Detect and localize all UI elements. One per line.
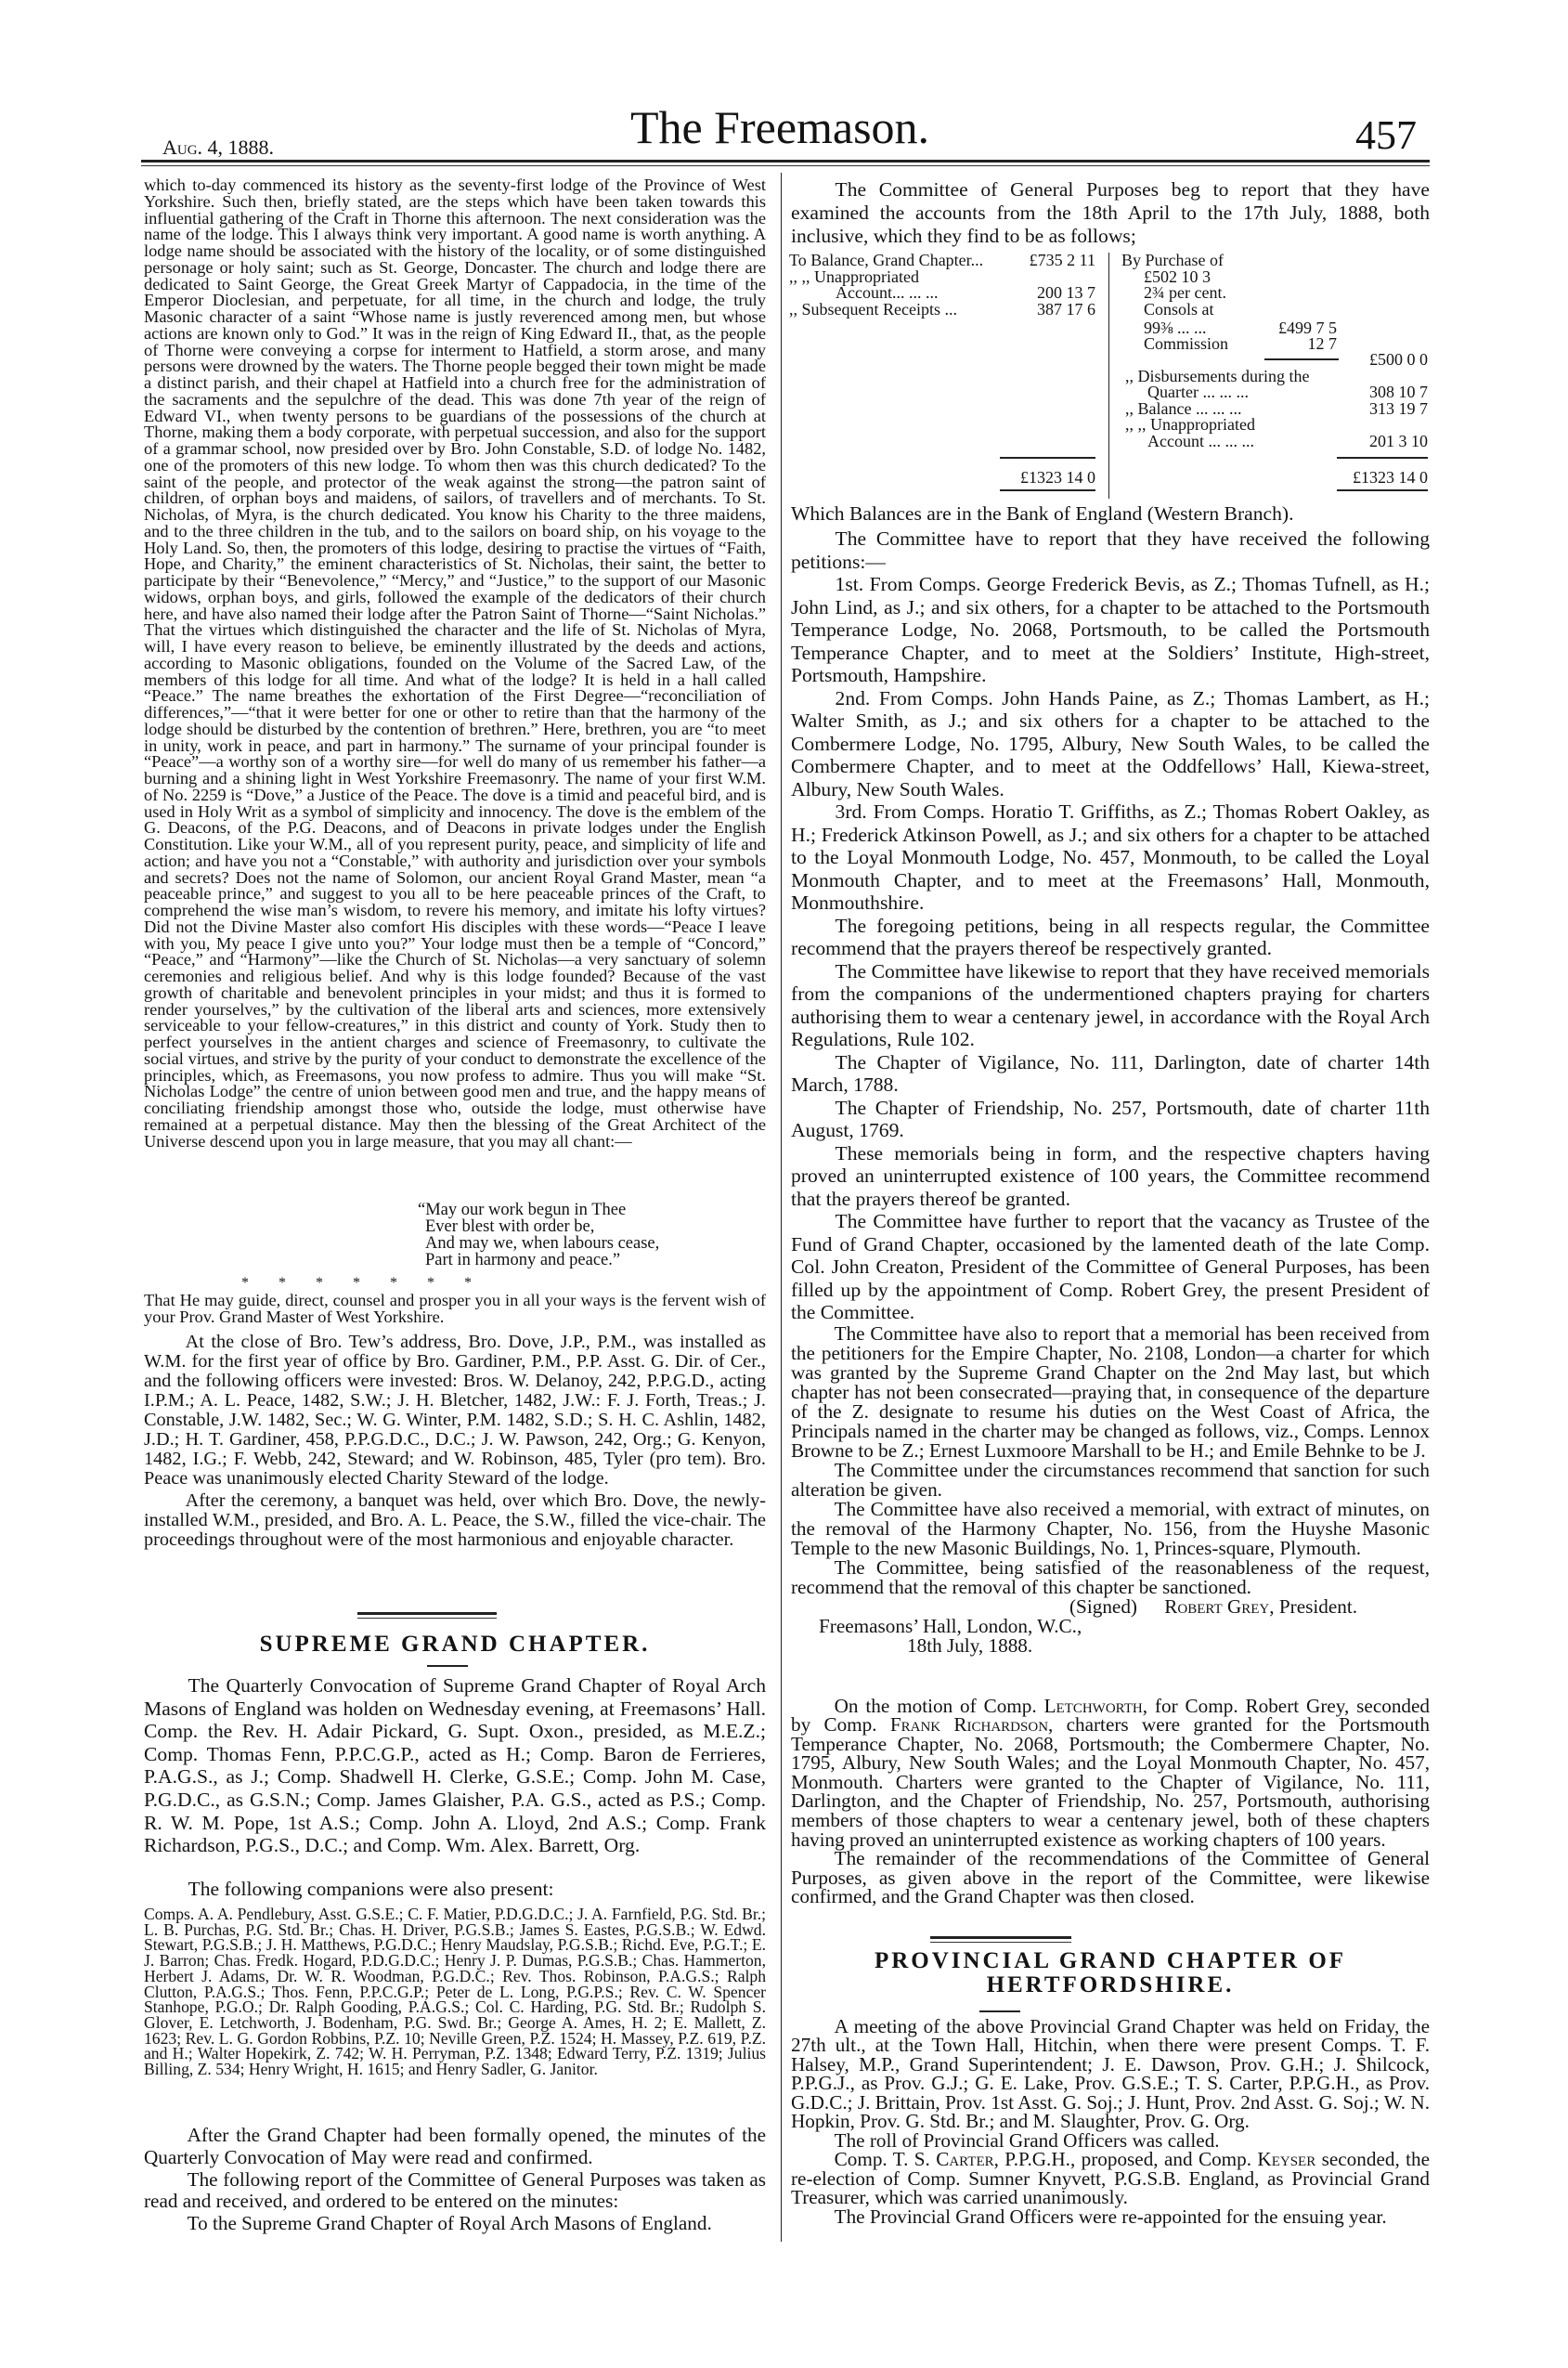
section-rule [930,1936,1071,1943]
credit-label: ,, ,, Unappropriated [1125,415,1255,434]
opened-paragraph: After the Grand Chapter had been formally opened, the minutes of the Quarterly Convocation of May were read and confirmed. [144,2124,766,2168]
report-paragraph: The Chapter of Friendship, No. 257, Portsmouth, date of charter 11th August, 1769. [791,1096,1430,1141]
mover-name: Letchworth [1043,1694,1143,1717]
election-text: , P.P.G.H., proposed, and Comp. [993,2148,1258,2170]
column-divider [781,173,782,2242]
installation-paragraph: At the close of Bro. Tew’s address, Bro. Dove, J.P., P.M., was installed as W.M. for the first year of office by Bro. Gardiner, P.M., P.P. Asst. G. Dir. of Cer., and the following officers were invested: Bros. W. Delanoy, 242, P.P.G.D., acting I.P.M.; A. L. Peace, 1482, S.W.; J. H. Bletcher, 1482, J.W.: F. J. Forth, Treas.; J. Constable, J.W. 1482, Sec.; W. G. Winter, P.M. 1482, S.D.; S. H. C. Ashlin, 1482, J.D.; H. T. Gardiner, 458, P.P.G.D.C., D.C.; J. W. Pawson, 242, Org.; G. Kenyon, 1482, I.G.; F. Webb, 242, Steward; and W. Robinson, 485, Tyler (pro tem). Bro. Peace was unanimously elected Charity Steward of the lodge. [144,1332,766,1489]
report-paragraph: The Committee have also to report that a memorial has been received from the petitioners for the Empire Chapter, No. 2108, London—a charter for which was granted by the Supreme Grand Chapter on the 2nd May last, but which chapter has not been consecrated—praying that, in consequence of the departure of the Z. designate to resume his duties on the West Coast of Africa, the Principals named in the charter may be changed as follows, viz., Comps. Lennox Browne to be Z.; Ernest Luxmoore Marshall to be H.; and Emile Behnke to be J. [791,1321,1430,1462]
heading-rule [427,1665,468,1667]
address-text: which to-day commenced its history as the seventy-first lodge of the Province of West Yorkshire. Such then, briefly stated, are the steps which have been taken towards this influential gathering of the Craft in Thorne this afternoon. The next consideration was the name of the lodge. This I always think very important. A good name is worth anything. A lodge name should be associated with the history of the locality, or of some distinguished personage or holy saint; such as St. George, Doncaster. The church and lodge there are dedicated to Saint George, the Great Greek Martyr of Cappadocia, in the time of the Emperor Dioclesian, and perpetuate, for all time, in the church and lodge, the truly Masonic character of a saint “Whose name is justly reverenced among men, but whose actions are known only to God.” It was in the reign of King Edward II., that, as the people of Thorne were conveying a corpse for interment to Hatfield, a storm arose, and many persons were drowned by the waters. The Thorne people begged their town might be made a distinct parish, and their chapel at Hatfield into a church free for the administration of the sacraments and the sepulchre of the dead. This was done 7th year of the reign of Edward VI., when twenty persons to be guardians of the possessions of the church at Thorne, making them a body corporate, with perpetual succession, and also for the support of a grammar school, now presided over by Bro. John Constable, S.D. of lodge No. 1482, one of the promoters of this new lodge. To whom then was this church dedicated? To the saint of the people, and protector of the weak against the strong—the patron saint of children, of orphan boys and maidens, of sailors, of travellers and of merchants. To St. Nicholas, of Myra, is the church dedicated. You know his Charity to the three maidens, and to the three children in the tub, and to the sailors on board ship, on his voyage to the Holy Land. So, then, the promoters of this lodge, desiring to practise the virtues of “Faith, Hope, and Charity,” the eminent characteristics of St. Nicholas, their saint, the better to participate by their “Benevolence,” “Mercy,” and “Justice,” to the support of our Masonic widows, orphan boys, and girls, followed the example of the dedicators of their church here, and have also named their lodge after the Patron Saint of Thorne—“Saint Nicholas.” That the virtues which distinguished the character and the life of St. Nicholas of Myra, will, I have every reason to believe, be eminently illustrated by the deeds and actions, according to Masonic obligations, founded on the Volume of the Sacred Law, of the members of this lodge for all time. And what of the lodge? It is held in a hall called “Peace.” The name breathes the exhortation of the First Degree—“reconciliation of differences,”—“that it were better for one or other to retire than that the harmony of the lodge should be disturbed by the contention of brethren.” Here, brethren, you are “to meet in unity, work in peace, and part in harmony.” The surname of your principal founder is “Peace”—a worthy son of a worthy sire—for well do many of us remember his father—a burning and a shining light in West Yorkshire Freemasonry. The name of your first W.M. of No. 2259 is “Dove,” a Justice of the Peace. The dove is a timid and peaceful bird, and is used in Holy Writ as a symbol of simplicity and innocency. The dove is the emblem of the G. Deacons, of the P.G. Deacons, and of Deacons in private lodges under the English Constitution. Like your W.M., all of you represent purity, peace, and simplicity of life and action; and have you not a “Constable,” with authority and jurisdiction over your symbols and secrets? Does not the name of Solomon, our ancient Royal Grand Master, mean “a peaceable prince,” and suggest to you all to be here peaceable princes of the Craft, to comprehend the wise man’s wisdom, to revere his memory, and imitate his lofty virtues? Did not the Divine Master also comfort His disciples with these words—“Peace I leave with you, My peace I give unto you?” Your lodge must then be a temple of “Concord,” “Peace,” and “Harmony”—like the Church of St. Nicholas—a very sanctuary of solemn ceremonies and religious belief. And why is this lodge founded? Because of the vast growth of charitable and benevolent principles in your midst; and thus it is formed to render yourselves,” by the cultivation of the liberal arts and sciences, more extensively serviceable to your fellow-creatures,” in this district and county of York. Study then to perfect yourselves in the antient charges and science of Freemasonry, to cultivate the social virtues, and strive by the purity of your conduct to demonstrate the excellence of the principles, which, as Freemasons, you now profess to admire. Thus you will make “St. Nicholas Lodge” the centre of union between good men and true, and the happy means of conciliating friendship amongst those who, outside the lodge, must otherwise have remained at a perpetual distance. May then the blessing of the Great Architect of the Universe descend upon you in large measure, that you may all chant:— [144,176,766,1151]
petition-paragraph: 3rd. From Comps. Horatio T. Griffiths, as Z.; Thomas Robert Oakley, as H.; Frederick Atkinson Powell, as J.; and six others for a chapter to be attached to the Loyal Monmouth Lodge, No. 457, Monmouth, to be called the Loyal Monmouth Chapter, and to meet at the Freemasons’ Hall, Monmouth, Monmouthshire. [791,800,1430,914]
poem-line: Part in harmony and peace.” [425,1251,621,1269]
companions-intro: The following companions were also present: [188,1878,554,1900]
signature-line [791,1594,1430,1618]
purchase-total: £500 0 0 [1369,350,1428,369]
poem-line: Ever blest with order be, [425,1217,595,1236]
credit-label: ,, Disbursements during the [1125,367,1310,385]
credit-label: By Purchase of [1121,251,1224,269]
report-paragraph: The Committee have likewise to report that they have received memorials from the companions of the undermentioned chapters praying for charters authorising them to wear a centenary jewel, in accordance with the Royal Arch Regulations, Rule 102. [791,959,1430,1050]
credit-label: ,, Balance ... ... ... [1125,399,1242,418]
report-paragraph: The Committee have to report that they have received the following petitions:— [791,527,1430,573]
accounts-divider [1108,253,1109,499]
credit-total: £1323 14 0 [1353,468,1428,487]
poem-line: And may we, when labours cease, [425,1234,660,1253]
petition-paragraph: 1st. From Comps. George Frederick Bevis, as Z.; Thomas Tufnell, as H.; John Lind, as J.; and six others, for a chapter to be attached to the Portsmouth Temperance Lodge, No. 2068, Portsmouth, to be called the Portsmouth Temperance Chapter, and to meet at the Soldiers’ Institute, High-street, Portsmouth, Hampshire. [791,573,1430,686]
total-rule [1000,489,1095,491]
supreme-grand-chapter-heading: SUPREME GRAND CHAPTER. [259,1632,651,1657]
report-paragraph: The Committee have also received a memorial, with extract of minutes, on the removal of the Harmony Chapter, No. 156, from the Huyshe Masonic Temple to the new Masonic Buildings, No. 1, Princes-square, Plymouth. [791,1497,1430,1559]
petitions-section [791,527,1430,1324]
motion-text: , charters were granted for the Portsmouth Temperance Chapter, No. 2068, Portsmouth; the Combermere Chapter, No. 1795, Albury, New South Wales; and the Loyal Monmouth Chapter, No. 457, Monmouth. Charters were granted to the Chapter of Vigilance, No. 111, Darlington, and the Chapter of Friendship, No. 257, Portsmouth, authorising members of those chapters to wear a centenary jewel, both of these chapters having proved an uninterrupted existence as working chapters of 100 years. [791,1713,1430,1851]
provincial-heading-line1: PROVINCIAL GRAND CHAPTER OF [874,1947,1347,1973]
credit-line: 99⅜ ... ... [1144,319,1207,337]
credit-line: 2¾ per cent. [1144,283,1226,302]
asterism-divider: * * * * * * * [241,1275,472,1291]
motion-paragraph [791,1694,1431,1851]
election-text: seconded, the re-election of Comp. Sumner Knyvett, P.G.S.B. England, as Provincial Grand Treasurer, which was carried unanimously. [791,2148,1430,2208]
remainder-paragraph: The remainder of the recommendations of the Committee of General Purposes, as given above in the report of the Committee, were likewise confirmed, and the Grand Chapter was then closed. [791,1847,1430,1908]
report-paragraph: The foregoing petitions, being in all respects regular, the Committee recommend that the prayers thereof be respectively granted. [791,914,1430,959]
commission-amount: 12 7 [1307,334,1337,353]
report-paragraph: The Committee under the circumstances recommend that sanction for such alteration be given. [791,1458,1430,1501]
proposer-name: Carter [936,2148,994,2170]
heading-rule-wrap [144,1665,766,1674]
debit-label: ,, Subsequent Receipts ... [789,300,957,319]
meeting-paragraph: A meeting of the above Provincial Grand Chapter was held on Friday, the 27th ult., at the Town Hall, Hitchin, when there were present Comps. T. F. Halsey, M.P., Grand Superintendent; J. E. Dawson, Prov. G.H.; J. Shilcock, P.P.G.J., as Prov. G.J.; G. E. Lake, Prov. G.S.E.; T. S. Carter, P.P.G.H., as Prov. G.D.C.; J. Brittain, Prov. 1st Asst. G. Soj.; J. Hunt, Prov. 2nd Asst. G. Soj.; W. N. Hopkin, Prov. G. Std. Br.; and M. Slaughter, Prov. G. Org. [791,2014,1430,2132]
section-rule [357,1612,497,1619]
credit-line: £502 10 3 [1144,267,1211,286]
report-paragraph: The Chapter of Vigilance, No. 111, Darlington, date of charter 14th March, 1788. [791,1050,1430,1096]
seconder-name: Keyser [1257,2148,1316,2170]
right-column [791,178,1430,2226]
report-paragraph: These memorials being in form, and the respective chapters having proved an uninterrupted existence of 100 years, the Committee recommend that the prayers thereof be granted. [791,1141,1430,1210]
report-place: Freemasons’ Hall, London, W.C., [819,1614,1082,1637]
debit-label: To Balance, Grand Chapter... [789,251,984,269]
debit-amount: 200 13 7 [1037,283,1095,302]
seconder-name: Frank Richardson [889,1713,1049,1737]
memorials-section [791,1321,1430,1697]
signatory-name: Robert Grey [1164,1594,1270,1618]
closing-wish: That He may guide, direct, counsel and prosper you in all your ways is the fervent wish of your Prov. Grand Master of West Yorkshire. [144,1291,766,1326]
debit-total: £1323 14 0 [1020,468,1095,487]
heading-rule [979,2010,1020,2012]
hertfordshire-section [791,2014,1430,2228]
credit-label: Quarter ... ... ... [1147,383,1249,401]
debit-amount: £735 2 11 [1029,251,1095,269]
convocation-paragraph: The Quarterly Convocation of Supreme Grand Chapter of Royal Arch Masons of England was holden on Wednesday evening, at Freemasons’ Hall. Comp. the Rev. H. Adair Pickard, G. Supt. Oxon., presided, as M.E.Z.; Comp. Thomas Fenn, P.P.C.G.P., acted as H.; Comp. Baron de Ferrieres, P.A.G.S., as J.; Comp. Shadwell H. Clerke, G.S.E.; Comp. John M. Case, P.G.D.C., as G.S.N.; Comp. James Glaisher, P.A. G.S., acted as P.S.; Comp. R. W. M. Pope, 1st A.S.; Comp. John A. Lloyd, 2nd A.S.; Comp. Frank Richardson, P.G.S., D.C.; and Comp. Wm. Alex. Barrett, Org. [144,1674,766,1857]
debit-label: Account... ... ... [836,283,939,302]
report-paragraph: The Committee, being satisfied of the reasonableness of the request, recommend that the removal of this chapter be sanctioned. [791,1555,1430,1598]
section-rule-wrap [791,1936,1430,1949]
minutes-section [144,2125,766,2235]
credit-amount: 308 10 7 [1369,383,1428,401]
poem-line: “May our work begun in Thee [418,1201,627,1219]
installation-section [144,1333,766,1612]
motion-section [791,1694,1431,1936]
accounts-intro: The Committee of General Purposes beg to report that they have examined the accounts from the 18th April to the 17th July, 1888, both inclusive, which they find to be as follows; [791,178,1430,247]
issue-date: Aug. 4, 1888. [162,136,275,159]
report-paragraph: The Committee have further to report that the vacancy as Trustee of the Fund of Grand Chapter, occasioned by the lamented death of the late Comp. Col. John Creaton, President of the Committee of General Purposes, has been filled up by the appointment of Comp. Robert Grey, the present President of the Committee. [791,1210,1430,1323]
accounts-table [791,252,1430,502]
left-column [144,177,766,2235]
signed-label: (Signed) [1069,1594,1137,1618]
companions-list: Comps. A. A. Pendlebury, Asst. G.S.E.; C. F. Matier, P.D.G.D.C.; J. A. Farnfield, P.G. Std. Br.; L. B. Purchas, P.G. Std. Br.; Chas. H. Driver, P.G.S.B.; James S. Eastes, P.G.S.B.; W. Edwd. Stewart, P.G.S.B.; J. H. Matthews, P.G.D.C.; Henry Maudslay, P.G.S.B.; Richd. Eve, P.G.T.; E. J. Barron; Chas. Fredk. Hogard, P.D.G.D.C.; Henry J. P. Dumas, P.G.S.B.; Chas. Hammerton, Herbert J. Adams, Dr. W. R. Woodman, P.G.D.C.; Rev. Thos. Robinson, P.A.G.S.; Ralph Clutton, P.A.G.S.; Thos. Fenn, P.P.C.G.P.; Peter de L. Long, P.G.P.S.; Rev. C. W. Spencer Stanhope, P.G.O.; Dr. Ralph Gooding, P.A.G.S.; Col. C. Harding, P.G. Std. Br.; Rudolph S. Glover, E. Letchworth, J. Bodenham, P.G. Swd. Br.; George A. Ames, H. 2; E. Mallett, Z. 1623; Rev. L. G. Gordon Robbins, P.Z. 10; Neville Green, P.Z. 1524; H. Massey, P.Z. 619, P.Z. and H.; Walter Hopekirk, Z. 742; W. H. Perryman, P.Z. 1348; Edward Terry, P.Z. 1319; Julius Billing, Z. 534; Henry Wright, H. 1615; and Henry Sadler, G. Janitor. [144,1905,766,2079]
election-text: Comp. T. S. [834,2148,937,2170]
credit-line: Consols at [1144,300,1214,319]
addressee-line: To the Supreme Grand Chapter of Royal Arch Masons of England. [187,2212,712,2235]
petition-paragraph: 2nd. From Comps. John Hands Paine, as Z.; Thomas Lambert, as H.; Walter Smith, as J.; and six others for a chapter to be attached to the Combermere Lodge, No. 1795, Albury, New South Wales, to be called the Combermere Chapter, and to meet at the Oddfellows’ Hall, Kiewa-street, Albury, New South Wales. [791,686,1430,800]
motion-text: , for Comp. Robert Grey, seconded by Comp. [791,1694,1431,1737]
report-intro-paragraph: The following report of the Committee of General Purposes was taken as read and received, and ordered to be entered on the minutes: [144,2167,766,2213]
consols-amount: £499 7 5 [1278,319,1337,337]
page-number: 457 [1355,112,1417,158]
balances-note: Which Balances are in the Bank of England (Western Branch). [791,502,1294,525]
total-rule [1337,489,1428,491]
final-paragraph: The Provincial Grand Officers were re-appointed for the ensuing year. [834,2205,1387,2228]
section-rule-wrap [144,1612,766,1633]
poem [144,1202,766,1274]
credit-amount: 201 3 10 [1369,432,1428,450]
total-rule [1337,457,1428,459]
signatory-title: , President. [1269,1594,1358,1618]
roll-paragraph: The roll of Provincial Grand Officers was called. [834,2128,1220,2152]
masthead-title: The Freemason. [629,101,930,153]
debit-label: ,, ,, Unappropriated [789,267,919,286]
header-rule [141,160,1430,166]
credit-line: Commission [1144,334,1229,353]
election-paragraph [791,2150,1430,2207]
debit-amount: 387 17 6 [1037,300,1095,319]
provincial-heading-line2: HERTFORDSHIRE. [986,1971,1235,1997]
credit-label: Account ... ... ... [1147,432,1254,450]
credit-amount: 313 19 7 [1369,399,1428,418]
total-rule [1000,457,1095,459]
banquet-paragraph: After the ceremony, a banquet was held, over which Bro. Dove, the newly-installed W.M., presided, and Bro. A. L. Peace, the S.W., filled the vice-chair. The proceedings throughout were of the most harmonious and enjoyable character. [144,1490,766,1550]
motion-text: On the motion of Comp. [834,1694,1044,1717]
report-date: 18th July, 1888. [907,1633,1033,1657]
